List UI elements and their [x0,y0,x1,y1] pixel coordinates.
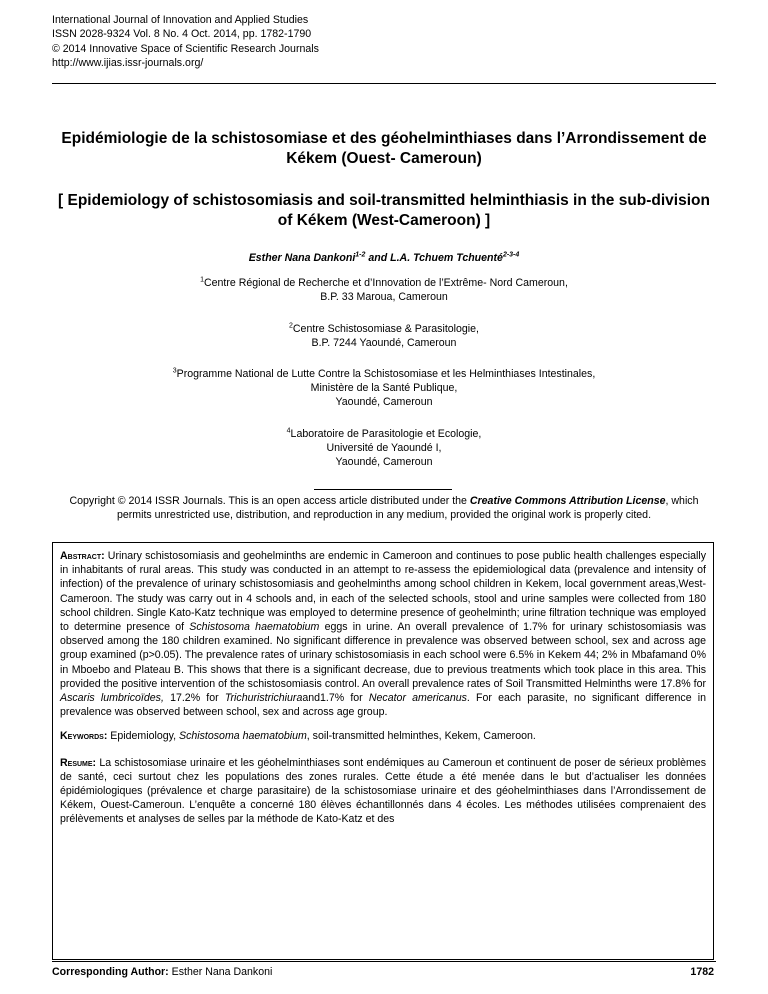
author-1-affiliation: 1-2 [355,251,366,259]
page-number: 1782 [690,966,714,978]
copyright-text-end: , which permits unrestricted use, distribution, and reproduction in any medium, provided the original work is properly cited. [116,495,699,522]
affiliation-1 [52,276,716,304]
affiliation-3-line1: Programme National de Lutte Contre la Schistosomiase et les Helminthiases Intestinales, [176,368,596,380]
resume-paragraph [60,756,706,827]
journal-url[interactable]: http://www.ijias.issr-journals.org/ [52,57,204,70]
abstract-text-2: eggs in urine. An overall prevalence of 1.7% for urinary schistosomiasis was observed among the 180 children examined. No significant difference in prevalence was observed between school, sex and across age group examined (p>0.05). The prevalence rates of urinary schistosomiasis in each school were 6.5% in Kekem 44; 2% in Mbafamand 0% in Mboebo and Plateau B. This shows that there is a significant decrease, due to previous treatments which took place in this area. This provided the positive intervention of the schistosomiasis control. An overall prevalence rates of Soil Transmitted Helminths were 17.8% for [60,621,707,690]
affiliation-4-line3: Yaoundé, Cameroun [335,456,433,468]
affiliation-3-number: 3 [172,367,177,375]
resume-label: Resume: [60,756,97,769]
abstract-label: Abstract: [60,550,105,562]
journal-header [52,13,319,71]
affiliation-4 [52,427,716,469]
affiliation-3 [52,367,716,409]
affiliation-2-line1: Centre Schistosomiase & Parasitologie, [292,323,479,335]
title-english: [ Epidemiology of schistosomiasis and soil-transmitted helminthiasis in the sub-division of Kékem (West-Cameroon) ] [58,192,710,229]
author-and: and [365,252,391,264]
keywords-paragraph [60,729,706,743]
abstract-species-3: Trichuristrichiura [224,692,303,705]
copyright-text: Copyright © 2014 ISSR Journals. This is an open access article distributed under the [69,495,470,507]
abstract-text-3: 17.2% for [163,692,225,705]
journal-name: International Journal of Innovation and Applied Studies [52,14,309,26]
abstract-text-4: and1.7% for [302,692,369,705]
affiliation-2-line2: B.P. 7244 Yaoundé, Cameroun [311,337,457,349]
affiliation-3-line3: Yaoundé, Cameroun [335,396,433,408]
resume-text: La schistosomiase urinaire et les géohelminthiases sont endémiques au Cameroun et continuent de poser de sérieux problèmes de santé, ceci surtout chez les populations des zones rurales. Cette étude a été menée dans le but d’actualiser les données épidémiologiques (prévalence et charge parasitaire) de la schistosomiase urinaire et des géohelminthiases dans l’Arrondissement de Kékem, Ouest-Cameroun. L’enquête a concerné 180 élèves échantillonnés dans 4 écoles. Les méthodes utilisées comprenaient des prélèvements et analyses de selles par la méthode de Kato-Katz et des [60,756,706,826]
footer-label: Corresponding Author: [52,966,169,978]
abstract-species-4: Necator americanus [368,692,467,705]
copyright-separator [314,489,452,490]
header-divider [52,83,716,84]
keywords-label: Keywords: [60,730,108,743]
abstract-species-1: Schistosoma haematobium [189,621,320,634]
abstract-text-5: . For each parasite, no significant difference in prevalence was observed between school, sex and across age group. [60,692,707,719]
affiliation-2-number: 2 [289,322,293,330]
affiliation-1-line1: Centre Régional de Recherche et d’Innovation de l’Extrême- Nord Cameroun, [203,277,568,289]
footer-corresponding-author [52,966,272,978]
keywords-text-1: Epidemiology, [107,730,180,743]
affiliation-4-number: 4 [286,427,291,435]
author-2: L.A. Tchuem Tchuenté [390,252,503,264]
affiliation-2 [52,322,716,350]
license-name: Creative Commons Attribution License [469,495,666,507]
abstract-paragraph [60,549,706,719]
affiliation-1-number: 1 [200,276,204,284]
abstract-species-2: Ascaris lumbricoïdes, [60,692,164,705]
footer-divider [52,961,716,962]
affiliation-3-line2: Ministère de la Santé Publique, [310,382,458,394]
journal-publisher: © 2014 Innovative Space of Scientific Research Journals [52,42,319,55]
keywords-species: Schistosoma haematobium [179,730,307,743]
journal-issn: ISSN 2028-9324 Vol. 8 No. 4 Oct. 2014, pp. 1782-1790 [52,28,312,41]
copyright-notice [52,494,716,523]
authors [52,252,716,264]
footer-author: Esther Nana Dankoni [168,966,273,978]
title-french: Epidémiologie de la schistosomiase et des géohelminthiases dans l’Arrondissement de Kékem (Ouest- Cameroun) [61,130,707,167]
affiliation-1-line2: B.P. 33 Maroua, Cameroun [320,291,448,303]
abstract-text-1: Urinary schistosomiasis and geohelminths are endemic in Cameroon and continues to pose public health challenges especially in inhabitants of rural areas. This study was conducted in an attempt to re-assess the epidemiological data (prevalence and intensity of infection) of the prevalence of urinary schistosomiasis and geohelminths among school children in Kekem, local government areas,West- Cameroon. The study was carry out in 4 schools and, in each of the selected schools, stool and urine samples were collected from 180 school children. Single Kato-Katz technique was employed to determine presence of geohelminth; urine filtration technique was employed to determine presence of [60,550,706,634]
author-1: Esther Nana Dankoni [248,252,356,264]
affiliation-4-line1: Laboratoire de Parasitologie et Ecologie, [290,428,482,440]
affiliation-4-line2: Université de Yaoundé I, [326,442,442,454]
abstract-box [52,542,714,960]
keywords-text-2: , soil-transmitted helminthes, Kekem, Cameroon. [306,730,536,743]
author-2-affiliation: 2-3-4 [502,251,520,259]
